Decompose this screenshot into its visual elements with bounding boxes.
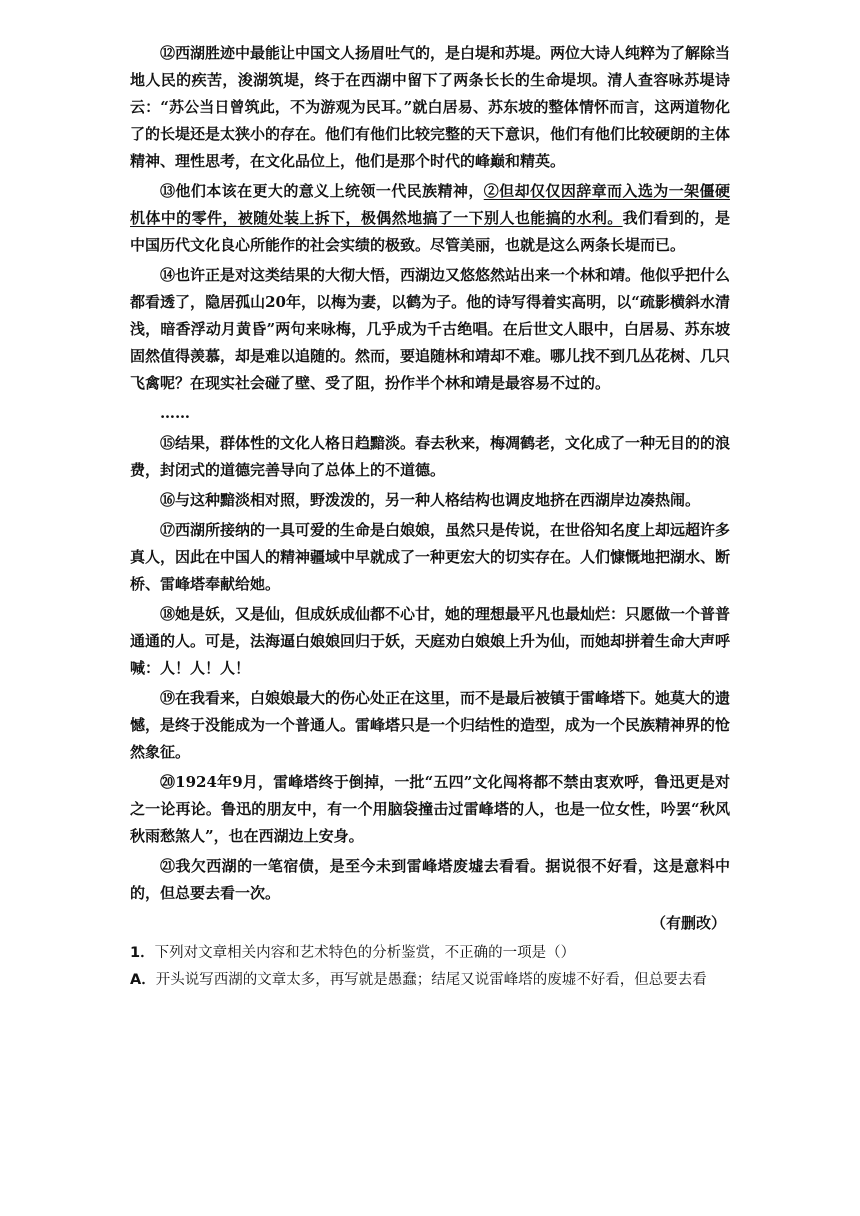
question-1 — [130, 940, 730, 967]
paragraph-18: ⑱她是妖，又是仙，但成妖成仙都不心甘，她的理想最平凡也最灿烂：只愿做一个普普通通的人。可是，法海逼白娘娘回归于妖，天庭劝白娘娘上升为仙，而她却拼着生命大声呼喊：人！人！人！ — [130, 605, 731, 677]
paragraph-12: ⑫西湖胜迹中最能让中国文人扬眉吐气的，是白堤和苏堤。两位大诗人纯粹为了解除当地人民的疾苦，浚湖筑堤，终于在西湖中留下了两条长长的生命堤坝。清人查容咏苏堤诗云：“苏公当日曾筑此，不为游观为民耳。”就白居易、苏东坡的整体情怀而言，这两道物化了的长堤还是太狭小的存在。他们有他们比较完整的天下意识，他们有他们比较硬朗的主体精神、理性思考，在文化品位上，他们是那个时代的峰巅和精英。 — [130, 44, 731, 170]
option-a-label: A． — [130, 972, 156, 988]
document-page — [130, 40, 730, 994]
paragraph-21: ㉑我欠西湖的一笔宿债，是至今未到雷峰塔废墟去看看。据说很不好看，这是意料中的，但总要去看一次。 — [130, 857, 730, 902]
option-a — [130, 967, 730, 994]
paragraph-19: ⑲在我看来，白娘娘最大的伤心处正在这里，而不是最后被镇于雷峰塔下。她莫大的遗憾，是终于没能成为一个普通人。雷峰塔只是一个归结性的造型，成为一个民族精神界的怆然象征。 — [130, 689, 731, 761]
paragraph-16: ⑯与这种黯淡相对照，野泼泼的，另一种人格结构也调皮地挤在西湖岸边凑热闹。 — [160, 491, 701, 509]
source-note: （有删改） — [650, 914, 726, 932]
underlined-sentence-2: ②但却仅仅因辞章而入选为一架僵硬机体中的零件，被随处装上拆下，极偶然地搞了一下别人也能搞的水利。 — [130, 182, 730, 227]
paragraph-20: ⑳1924年9月，雷峰塔终于倒掉，一批“五四”文化闯将都不禁由衷欢呼，鲁迅更是对之一论再论。鲁迅的朋友中，有一个用脑袋撞击过雷峰塔的人，也是一位女性，吟罢“秋风秋雨愁煞人”，也在西湖边上安身。 — [130, 773, 730, 845]
paragraph-13-start: ⑬他们本该在更大的意义上统领一代民族精神， — [160, 182, 484, 200]
paragraph-15: ⑮结果，群体性的文化人格日趋黯淡。春去秋来，梅凋鹤老，文化成了一种无目的的浪费，封闭式的道德完善导向了总体上的不道德。 — [130, 434, 731, 479]
paragraph-13-end: 我们看到的，是中国历代文化良心所能作的社会实绩的极致。尽管美丽，也就是这么两条长堤而已。 — [130, 209, 730, 254]
question-number: 1． — [130, 945, 155, 961]
ellipsis: …… — [160, 404, 190, 422]
paragraph-13 — [130, 178, 730, 259]
paragraph-14: ⑭也许正是对这类结果的大彻大悟，西湖边又悠悠然站出来一个林和靖。他似乎把什么都看透了，隐居孤山20年，以梅为妻，以鹤为子。他的诗写得着实高明，以“疏影横斜水清浅，暗香浮动月黄昏”两句来咏梅，几乎成为千古绝唱。在后世文人眼中，白居易、苏东坡固然值得羡慕，却是难以追随的。然而，要追随林和靖却不难。哪儿找不到几丛花树、几只飞禽呢？在现实社会碰了壁、受了阻，扮作半个林和靖是最容易不过的。 — [130, 266, 731, 392]
paragraph-17: ⑰西湖所接纳的一具可爱的生命是白娘娘，虽然只是传说，在世俗知名度上却远超许多真人，因此在中国人的精神疆域中早就成了一种更宏大的切实存在。人们慷慨地把湖水、断桥、雷峰塔奉献给她。 — [130, 521, 731, 593]
question-text: 下列对文章相关内容和艺术特色的分析鉴赏，不正确的一项是（） — [154, 945, 576, 961]
option-a-text: 开头说写西湖的文章太多，再写就是愚蠢；结尾又说雷峰塔的废墟不好看，但总要去看 — [155, 972, 707, 988]
